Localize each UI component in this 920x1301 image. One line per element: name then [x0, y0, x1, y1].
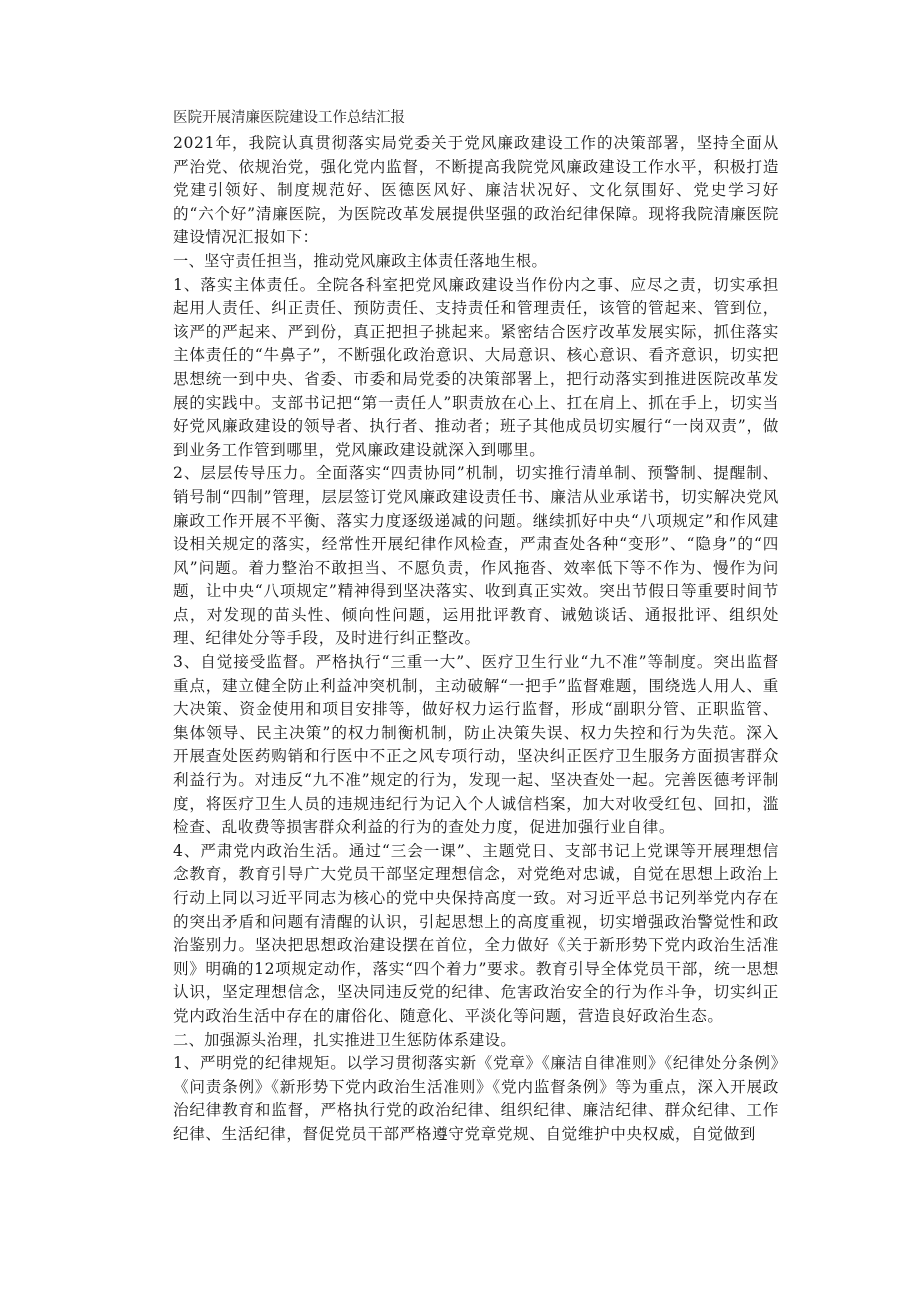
paragraph-1-4: 4、严肃党内政治生活。通过“三会一课”、主题党日、支部书记上党课等开展理想信念教育，教育引导广大党员干部坚定理想信念，对党绝对忠诚，自觉在思想上政治上行动上同以习近平同志为核心的党中央保持高度一致。对习近平总书记列举党内存在的突出矛盾和问题有清醒的认识，引起思想上的高度重视，切实增强政治警觉性和政治鉴别力。坚决把思想政治建设摆在首位，全力做好《关于新形势下党内政治生活准则》明确的12项规定动作，落实“四个着力”要求。教育引导全体党员干部，统一思想认识，坚定理想信念，坚决同违反党的纪律、危害政治安全的行为作斗争，切实纠正党内政治生活中存在的庸俗化、随意化、平淡化等问题，营造良好政治生态。	[173, 841, 779, 1025]
section-heading-2: 二、加强源头治理，扎实推进卫生惩防体系建设。	[173, 1030, 516, 1049]
paragraph-1-2: 2、层层传导压力。全面落实“四责协同”机制，切实推行清单制、预警制、提醒制、销号制“四制”管理，层层签订党风廉政建设责任书、廉洁从业承诺书，切实解决党风廉政工作开展不平衡、落实力度逐级递减的问题。继续抓好中央“八项规定”和作风建设相关规定的落实，经常性开展纪律作风检查，严肃查处各种“变形”、“隐身”的“四风”问题。着力整治不敢担当、不愿负责，作风拖沓、效率低下等不作为、慢作为问题，让中央“八项规定”精神得到坚决落实、收到真正实效。突出节假日等重要时间节点，对发现的苗头性、倾向性问题，运用批评教育、诫勉谈话、通报批评、组织处理、纪律处分等手段，及时进行纠正整改。	[173, 464, 779, 648]
document-title: 医院开展清廉医院建设工作总结汇报	[173, 110, 405, 126]
paragraph-1-3: 3、自觉接受监督。严格执行“三重一大”、医疗卫生行业“九不准”等制度。突出监督重点，建立健全防止利益冲突机制，主动破解“一把手”监督难题，围绕选人用人、重大决策、资金使用和项目安排等，做好权力运行监督，形成“副职分管、正职监管、集体领导、民主决策”的权力制衡机制，防止决策失误、权力失控和行为失范。深入开展查处医药购销和行医中不正之风专项行动，坚决纠正医疗卫生服务方面损害群众利益行为。对违反“九不准”规定的行为，发现一起、坚决查处一起。完善医德考评制度，将医疗卫生人员的违规违纪行为记入个人诚信档案，加大对收受红包、回扣，滥检查、乱收费等损害群众利益的行为的查处力度，促进加强行业自律。	[173, 653, 779, 837]
intro-paragraph: 2021年，我院认真贯彻落实局党委关于党风廉政建设工作的决策部署，坚持全面从严治党、依规治党，强化党内监督，不断提高我院党风廉政建设工作水平，积极打造党建引领好、制度规范好、医德医风好、廉洁状况好、文化氛围好、党史学习好的“六个好”清廉医院，为医院改革发展提供坚强的政治纪律保障。现将我院清廉医院建设情况汇报如下：	[173, 134, 779, 247]
document-page	[173, 106, 779, 1147]
section-heading-1: 一、坚守责任担当，推动党风廉政主体责任落地生根。	[173, 251, 548, 270]
paragraph-1-1: 1、落实主体责任。全院各科室把党风廉政建设当作份内之事、应尽之责，切实承担起用人责任、纠正责任、预防责任、支持责任和管理责任，该管的管起来、管到位，该严的严起来、严到份，真正把担子挑起来。紧密结合医疗改革发展实际，抓住落实主体责任的“牛鼻子”，不断强化政治意识、大局意识、核心意识、看齐意识，切实把思想统一到中央、省委、市委和局党委的决策部署上，把行动落实到推进医院改革发展的实践中。支部书记把“第一责任人”职责放在心上、扛在肩上、抓在手上，切实当好党风廉政建设的领导者、执行者、推动者；班子其他成员切实履行“一岗双责”，做到业务工作管到哪里，党风廉政建设就深入到哪里。	[173, 275, 779, 459]
paragraph-2-1: 1、严明党的纪律规矩。以学习贯彻落实新《党章》《廉洁自律准则》《纪律处分条例》《问责条例》《新形势下党内政治生活准则》《党内监督条例》等为重点，深入开展政治纪律教育和监督，严格执行党的政治纪律、组织纪律、廉洁纪律、群众纪律、工作纪律、生活纪律，督促党员干部严格遵守党章党规、自觉维护中央权威，自觉做到	[173, 1054, 779, 1143]
